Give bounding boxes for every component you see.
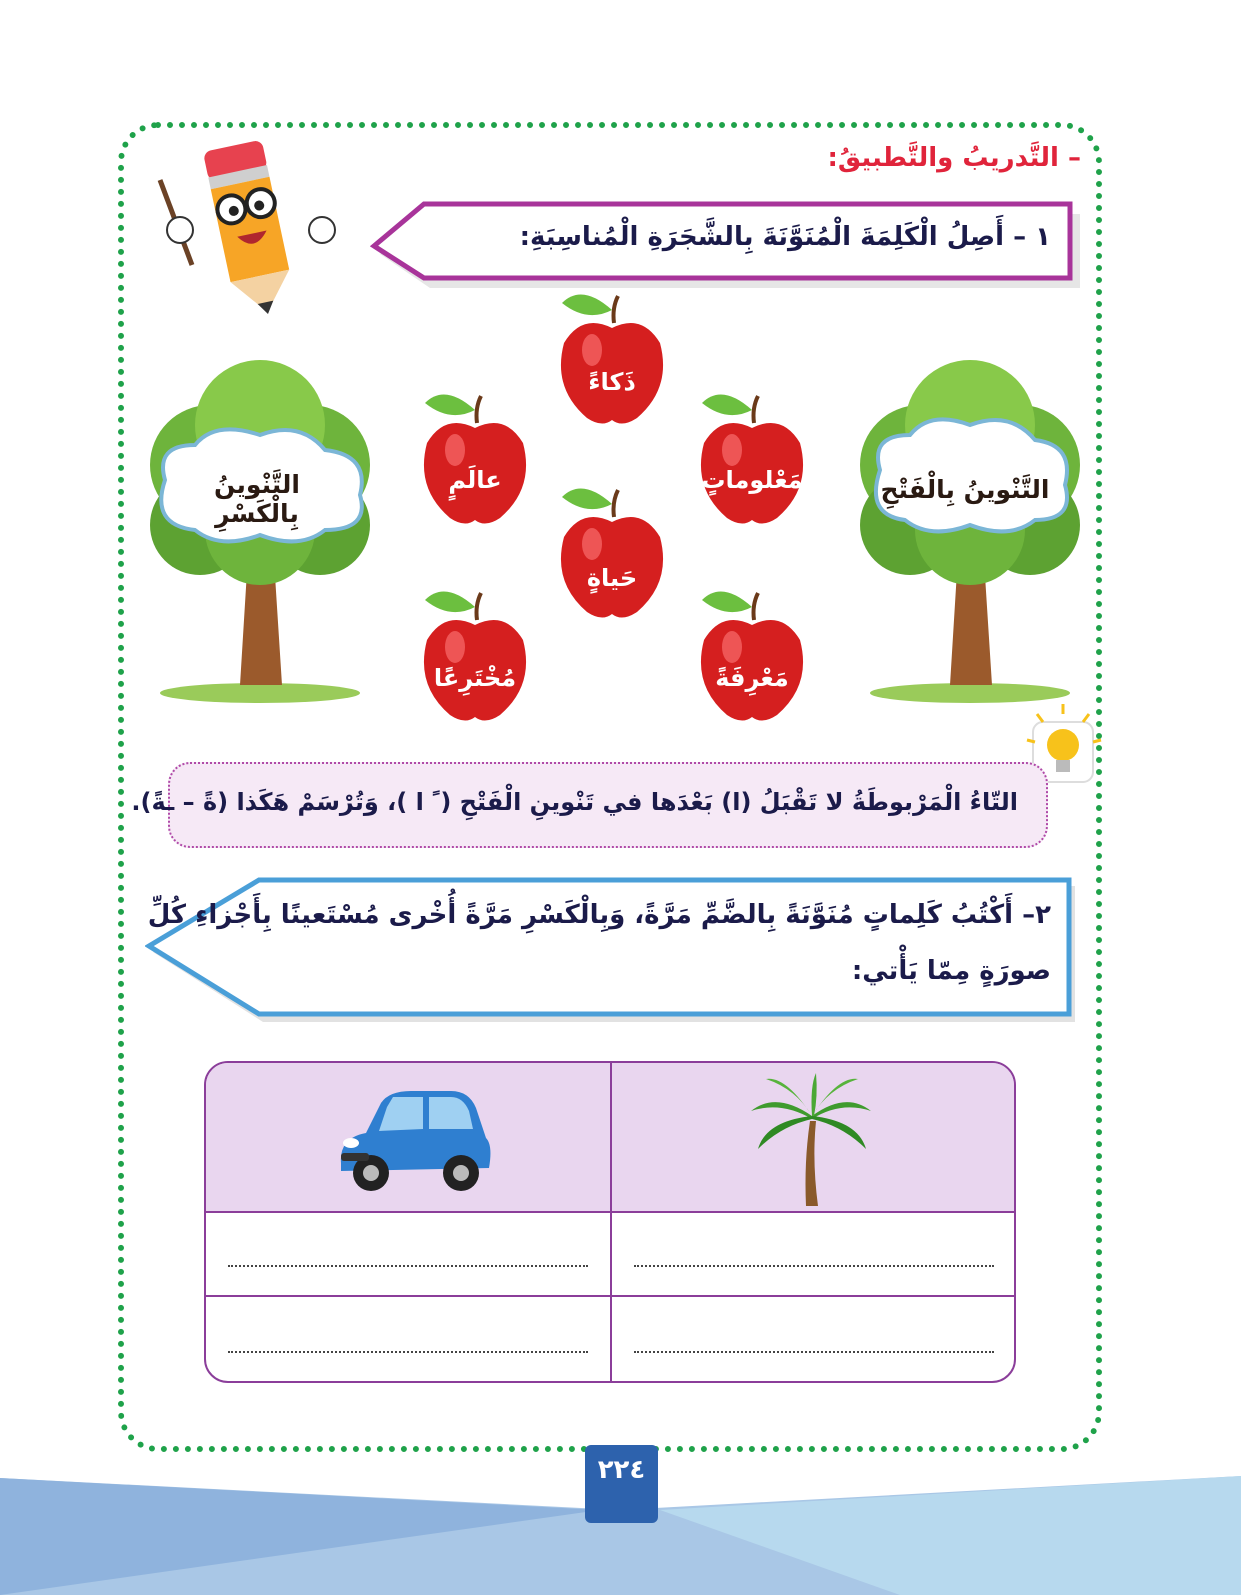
- answer-line-left-2[interactable]: [228, 1351, 588, 1353]
- apple-word-0: ذَكاءً: [588, 368, 636, 396]
- rule-text: التّاءُ الْمَرْبوطَةُ لا تَقْبَلُ (ا) بَعْدَها في تَنْوينِ الْفَتْحِ ( ً ا )، وَتُرْسَمْ هَكَذا (ةً – ـةً).: [131, 788, 1018, 816]
- column-divider: [610, 1063, 612, 1381]
- answer-line-right-2[interactable]: [634, 1351, 994, 1353]
- exercise-1-instruction: ١ – أَصِلُ الْكَلِمَةَ الْمُنَوَّنَةَ بِالشَّجَرَةِ الْمُناسِبَةِ:: [519, 222, 1051, 252]
- apple-word-4: مَعْرِفَةً: [715, 664, 789, 692]
- exercise-2-instruction-line1: ٢– أَكْتُبُ كَلِماتٍ مُنَوَّنَةً بِالضَّمِّ مَرَّةً، وَبِالْكَسْرِ مَرَّةً أُخْرى مُسْتَعينًا بِأَجْزاءِ كُلِّ: [147, 900, 1051, 930]
- palm-tree-icon: [746, 1071, 876, 1206]
- apple-icon: [415, 388, 535, 528]
- answer-line-left-1[interactable]: [228, 1265, 588, 1267]
- rule-box: [131, 762, 1048, 848]
- instruction-banner-2: [145, 876, 1080, 1026]
- apple-word-2: عالَمٍ: [448, 466, 502, 494]
- section-title: – التَّدريبُ والتَّطبيقُ:: [827, 143, 1081, 173]
- tree-right-label: التَّنْوينُ بِالْفَتْحِ: [880, 475, 1050, 504]
- apple-icon: [552, 482, 672, 622]
- answer-table: [204, 1061, 1016, 1383]
- apple-word-5: مُخْتَرِعًا: [433, 664, 517, 692]
- apple-icon: [415, 585, 535, 725]
- tree-left-label: التَّنْوينُ بِالْكَسْرِ: [214, 470, 300, 528]
- apple-icon: [552, 288, 672, 428]
- car-icon: [331, 1083, 496, 1198]
- page-number-badge: ٢٢٤: [585, 1445, 658, 1523]
- tree-right-icon: [850, 355, 1090, 705]
- apple-icon: [692, 585, 812, 725]
- answer-line-right-1[interactable]: [634, 1265, 994, 1267]
- apple-icon: [692, 388, 812, 528]
- pencil-mascot-icon: [150, 135, 340, 325]
- exercise-2-instruction-line2: صورَةٍ مِمّا يَأْتي:: [851, 956, 1051, 986]
- apple-word-3: حَياةٍ: [586, 564, 638, 592]
- tree-left-icon: [140, 355, 380, 705]
- row-divider: [206, 1295, 1014, 1297]
- apple-word-1: مَعْلوماتٍ: [701, 466, 803, 494]
